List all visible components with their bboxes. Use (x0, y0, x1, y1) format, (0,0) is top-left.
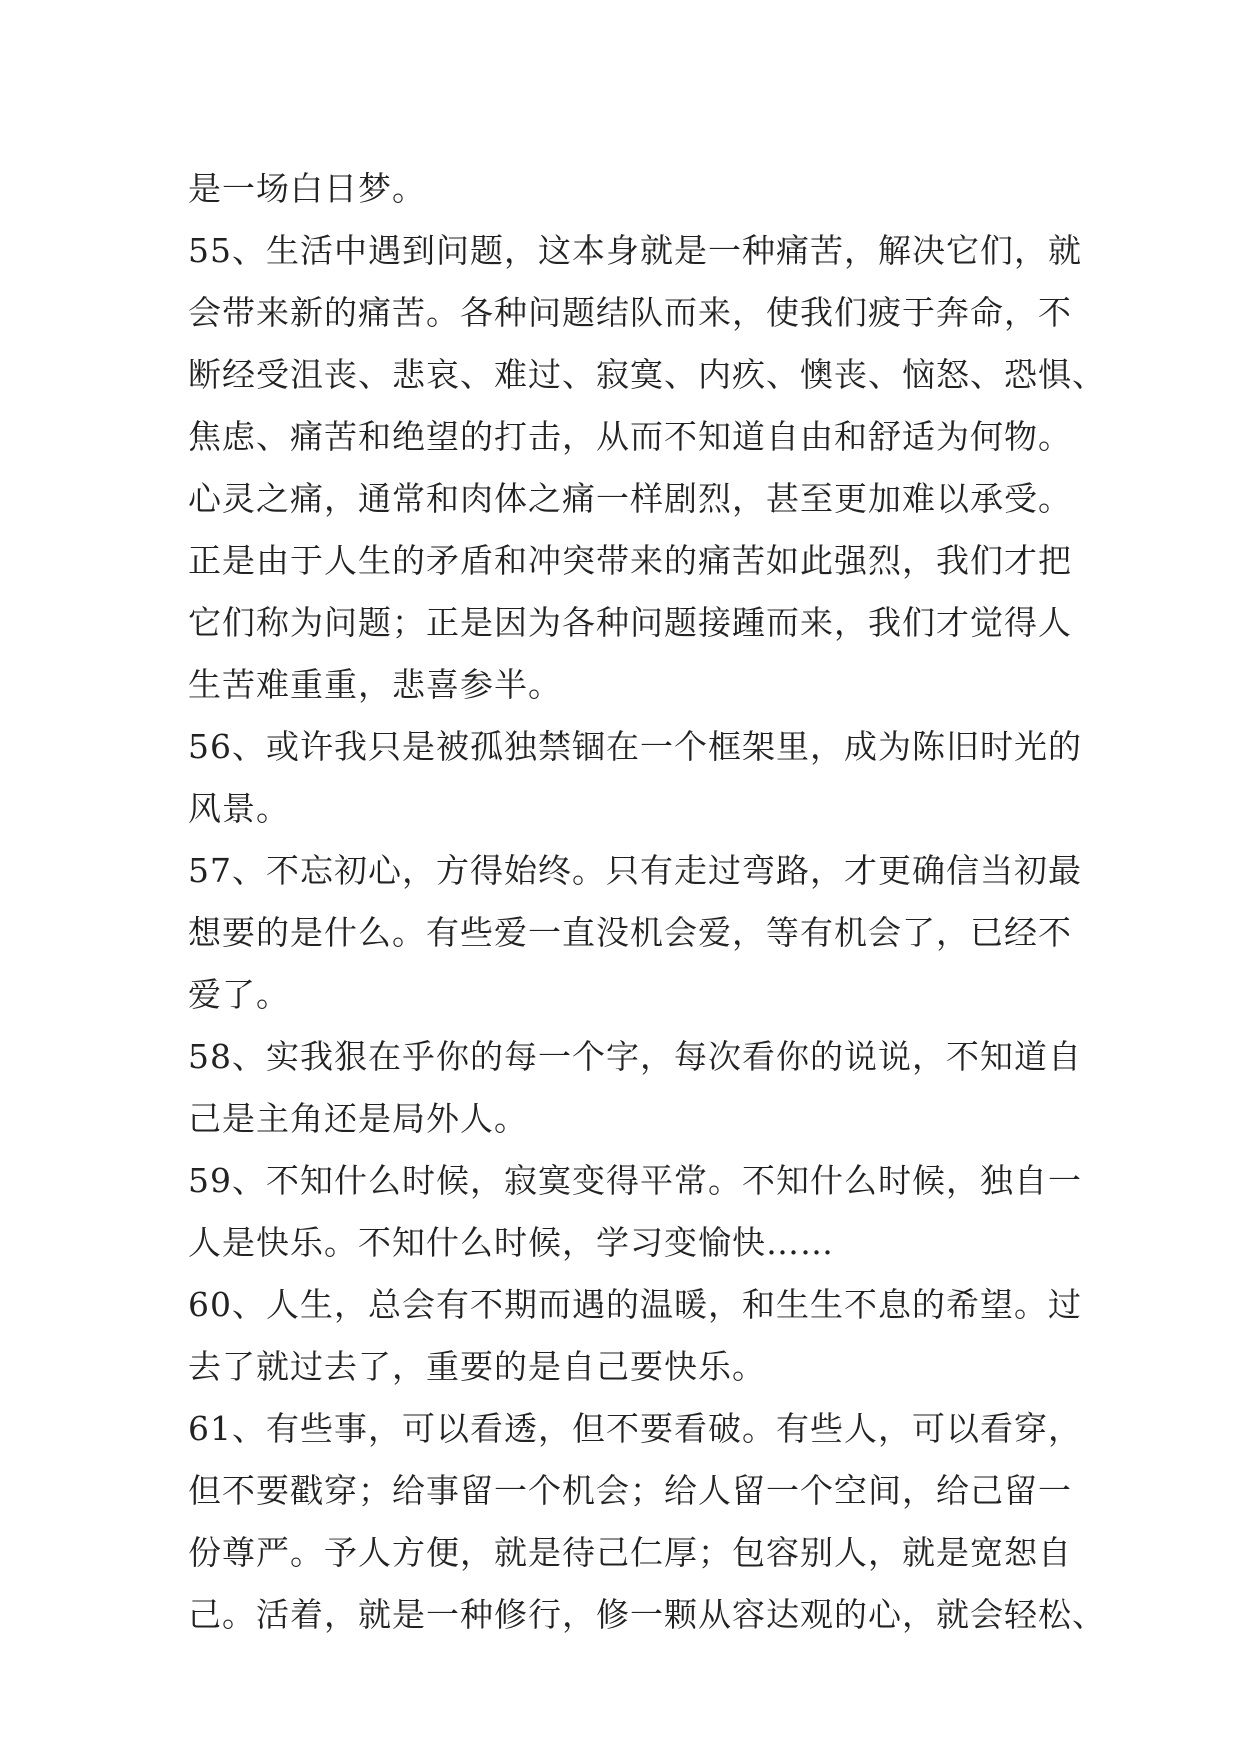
text-line: 断经受沮丧、悲哀、难过、寂寞、内疚、懊丧、恼怒、恐惧、 (188, 355, 1106, 394)
text-line: 生苦难重重，悲喜参半。 (188, 665, 562, 704)
text-line: 57、不忘初心，方得始终。只有走过弯路，才更确信当初最 (188, 851, 1082, 890)
text-line: 焦虑、痛苦和绝望的打击，从而不知道自由和舒适为何物。 (188, 417, 1072, 456)
text-line: 56、或许我只是被孤独禁锢在一个框架里，成为陈旧时光的 (188, 727, 1082, 766)
text-line: 心灵之痛，通常和肉体之痛一样剧烈，甚至更加难以承受。 (188, 479, 1072, 518)
text-line: 但不要戳穿；给事留一个机会；给人留一个空间，给己留一 (188, 1471, 1072, 1510)
text-line: 会带来新的痛苦。各种问题结队而来，使我们疲于奔命，不 (188, 293, 1072, 332)
text-line: 己是主角还是局外人。 (188, 1099, 528, 1138)
text-line: 60、人生，总会有不期而遇的温暖，和生生不息的希望。过 (188, 1285, 1082, 1324)
body-text (188, 158, 1106, 1646)
text-line: 正是由于人生的矛盾和冲突带来的痛苦如此强烈，我们才把 (188, 541, 1072, 580)
text-line: 61、有些事，可以看透，但不要看破。有些人，可以看穿， (188, 1409, 1082, 1448)
text-line: 爱了。 (188, 975, 290, 1014)
text-line: 去了就过去了，重要的是自己要快乐。 (188, 1347, 766, 1386)
text-line: 它们称为问题；正是因为各种问题接踵而来，我们才觉得人 (188, 603, 1072, 642)
text-line: 55、生活中遇到问题，这本身就是一种痛苦，解决它们，就 (188, 231, 1082, 270)
text-line: 己。活着，就是一种修行，修一颗从容达观的心，就会轻松、 (188, 1595, 1106, 1634)
text-line: 是一场白日梦。 (188, 169, 426, 208)
text-line: 想要的是什么。有些爱一直没机会爱，等有机会了，已经不 (188, 913, 1072, 952)
text-line: 59、不知什么时候，寂寞变得平常。不知什么时候，独自一 (188, 1161, 1082, 1200)
text-line: 份尊严。予人方便，就是待己仁厚；包容别人，就是宽恕自 (188, 1533, 1072, 1572)
text-line: 58、实我狠在乎你的每一个字，每次看你的说说，不知道自 (188, 1037, 1082, 1076)
text-line: 人是快乐。不知什么时候，学习变愉快…… (188, 1223, 834, 1262)
text-line: 风景。 (188, 789, 290, 828)
